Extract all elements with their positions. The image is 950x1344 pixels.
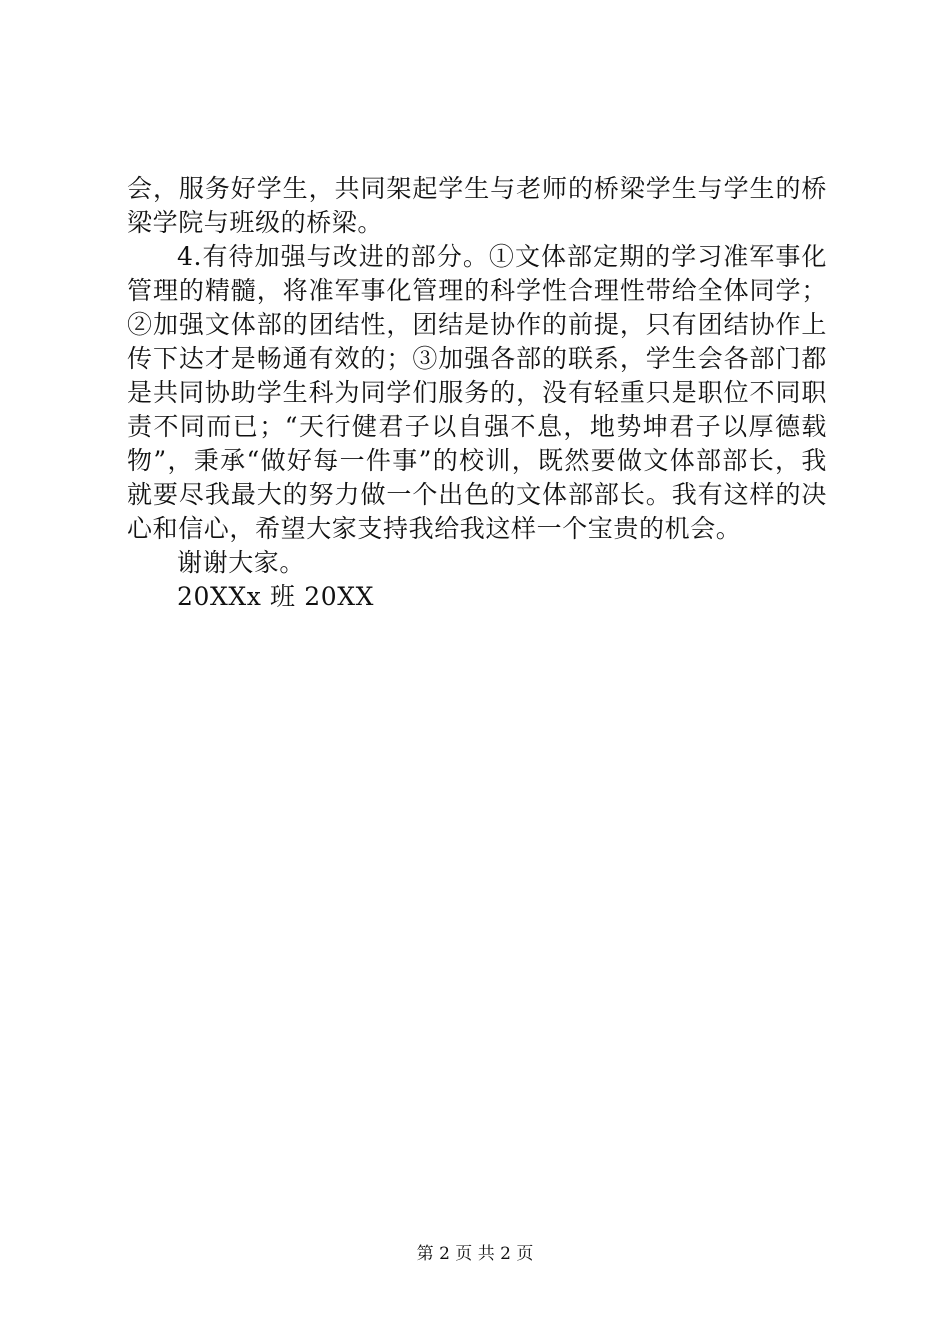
paragraph-improvements: 4.有待加强与改进的部分。①文体部定期的学习准军事化管理的精髓，将准军事化管理的科学性合理性带给全体同学；②加强文体部的团结性，团结是协作的前提，只有团结协作上传下达才是畅通有效的；③加强各部的联系，学生会各部门都是共同协助学生科为同学们服务的，没有轻重只是职位不同职责不同而已；“天行健君子以自强不息，地势坤君子以厚德载物”，秉承“做好每一件事”的校训，既然要做文体部部长，我就要尽我最大的努力做一个出色的文体部部长。我有这样的决心和信心，希望大家支持我给我这样一个宝贵的机会。 [127, 242, 827, 543]
page-number-label: 第 2 页 共 2 页 [416, 1244, 534, 1264]
paragraph-continuation: 会，服务好学生，共同架起学生与老师的桥梁学生与学生的桥梁学院与班级的桥梁。 [127, 174, 827, 237]
paragraph-signature: 20XXx 班 20XX [177, 582, 375, 611]
document-body [127, 172, 827, 614]
paragraph-thanks: 谢谢大家。 [177, 548, 306, 577]
page-footer [0, 1243, 950, 1265]
